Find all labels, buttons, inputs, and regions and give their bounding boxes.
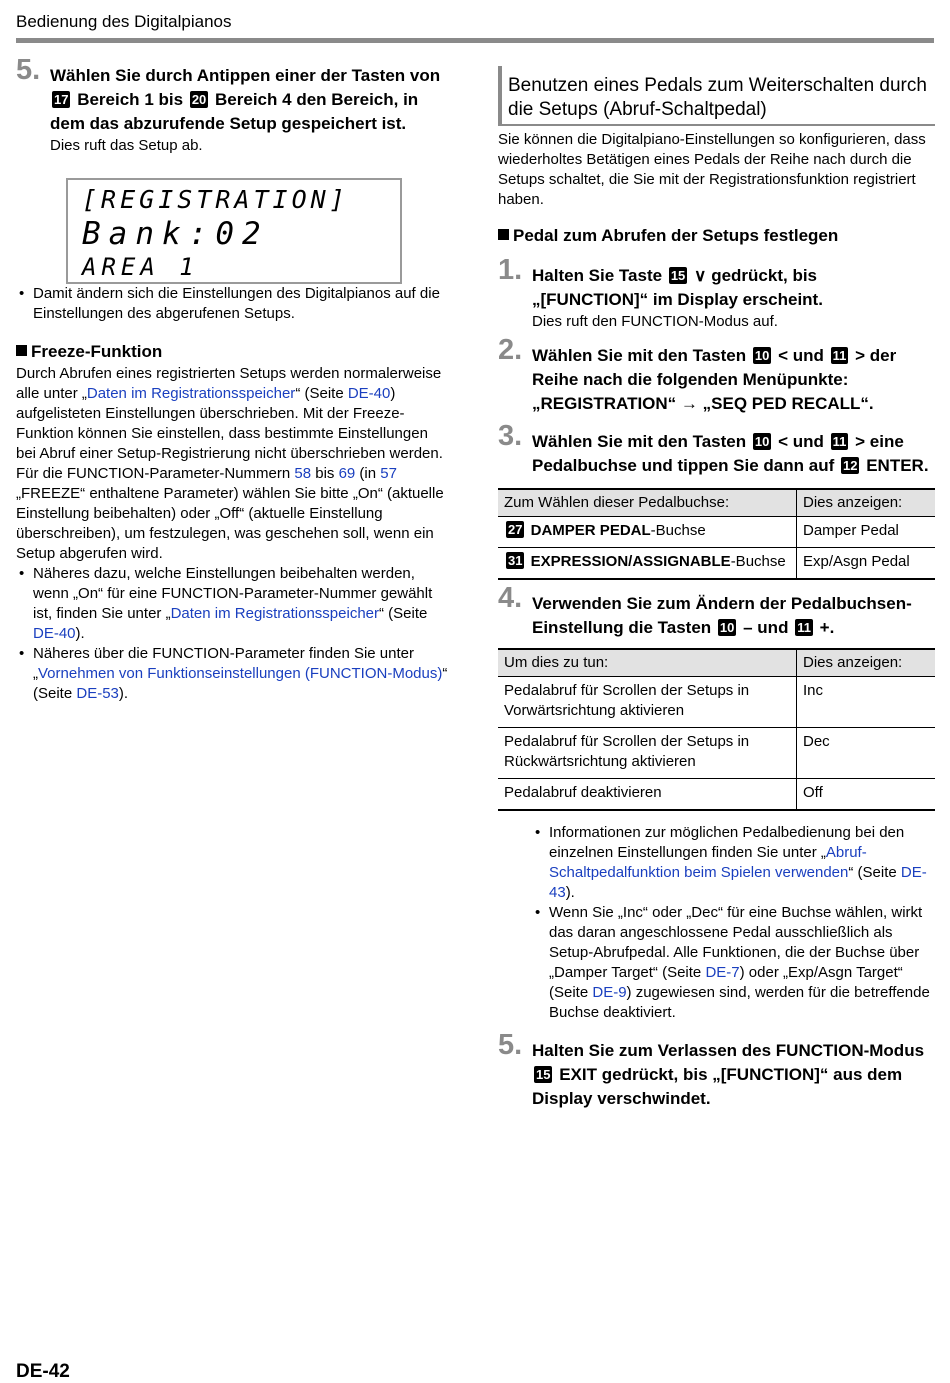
link-page-de7[interactable]: DE-7 [705, 964, 740, 981]
table-header: Zum Wählen dieser Pedalbuchse: [498, 489, 797, 517]
note-item: • Näheres über die FUNCTION-Parameter finden Sie unter „Vornehmen von Funktionseinstellungen (FUNCTION-Modus)“ (Seite DE-53). [16, 644, 448, 704]
note-item: • Damit ändern sich die Einstellungen des Digitalpianos auf die Einstellungen des abgerufenen Setups. [16, 284, 448, 324]
link-recall-pedal-function[interactable]: Abruf-Schaltpedalfunktion beim Spielen verwenden [549, 844, 867, 881]
table-row [498, 728, 935, 779]
step-3 [498, 420, 935, 478]
page-number: DE-42 [16, 1361, 70, 1382]
table-cell: Exp/Asgn Pedal [797, 548, 936, 580]
link-page-de40[interactable]: DE-40 [347, 385, 391, 402]
table-cell: Pedalabruf für Scrollen der Setups in Rückwärtsrichtung aktivieren [498, 728, 797, 779]
section-intro: Sie können die Digitalpiano-Einstellungen so konfigurieren, dass wiederholtes Betätigen eines Pedals der Reihe nach durch die Setups schaltet, die Sie mit der Registrationsfunktion registriert haben. [498, 131, 926, 208]
table-cell: Pedalabruf für Scrollen der Setups in Vorwärtsrichtung aktivieren [498, 677, 797, 728]
step-number: 1. [498, 254, 523, 286]
lcd-line-3: AREA 1 [82, 253, 199, 281]
enter-label: ENTER [866, 456, 924, 475]
link-param-69[interactable]: 69 [338, 465, 356, 482]
arrow-right-icon: → [680, 394, 698, 413]
table-cell: Dec [797, 728, 936, 779]
table-header: Dies anzeigen: [797, 489, 936, 517]
left-column [16, 54, 448, 704]
table-cell: 27 DAMPER PEDAL-Buchse [498, 517, 797, 548]
step-number: 2. [498, 334, 523, 366]
freeze-paragraph-2: Für die FUNCTION-Parameter-Nummern 58 bis 69 (in 57 „FREEZE“ enthaltene Parameter) wählen Sie bitte „On“ (aktuelle Einstellung beibehalten) oder „Off“ (aktuelle Einstellung überschreiben), um festzulegen, was geschehen soll, wenn ein Setup abgerufen wird. [16, 465, 444, 562]
key-11-icon: 11 [832, 348, 847, 363]
key-20-icon: 20 [191, 92, 207, 107]
step-title: Wählen Sie durch Antippen einer der Tasten von 17 Bereich 1 bis 20 Bereich 4 den Bereich, in dem das abzurufende Setup gespeichert ist. [50, 66, 441, 133]
minus-icon: – [743, 618, 753, 637]
freeze-paragraph-1: Durch Abrufen eines registrierten Setups werden normalerweise alle unter „Daten im Registrationsspeicher“ (Seite DE-40) aufgelisteten Einstellungen überschrieben. Mit der Freeze-Funktion können Sie einstellen, dass bestimmte Einstellungen bei Abruf einer Setup-Registrierung nicht überschrieben werden. [16, 365, 443, 462]
note-item: • Informationen zur möglichen Pedalbedienung bei den einzelnen Einstellungen finden Sie unter „Abruf-Schaltpedalfunktion beim Spielen verwenden“ (Seite DE-43). [532, 823, 935, 903]
key-11-icon: 11 [797, 620, 811, 635]
step-title: Halten Sie Taste 15 ∨ gedrückt, bis „[FUNCTION]“ im Display erscheint. [532, 266, 823, 309]
link-registration-data[interactable]: Daten im Registrationsspeicher [170, 605, 380, 622]
key-17-icon: 17 [54, 92, 69, 107]
down-arrow-icon: ∨ [694, 266, 707, 285]
link-param-58[interactable]: 58 [294, 465, 312, 482]
key-15-icon: 15 [536, 1067, 551, 1082]
note-item: • Wenn Sie „Inc“ oder „Dec“ für eine Buchse wählen, wirkt das daran angeschlossene Pedal ausschließlich als Setup-Abrufpedal. Alle Funktionen, die der Buchse über „Damper Target“ (Seite DE-7) oder „Exp/Asgn Target“ (Seite DE-9) zugewiesen sind, werden für die betreffende Buchse deaktiviert. [532, 903, 935, 1023]
table-row [498, 517, 935, 548]
lcd-line-2: Bank:02 [82, 216, 269, 252]
header-rule [16, 38, 934, 43]
chevron-left-icon: < [778, 432, 788, 451]
step-2 [498, 334, 935, 416]
step-title: Verwenden Sie zum Ändern der Pedalbuchsen-Einstellung die Tasten 10 – und 11 +. [532, 594, 912, 637]
freeze-notes [16, 564, 448, 704]
table-cell: Inc [797, 677, 936, 728]
link-function-mode[interactable]: Vornehmen von Funktionseinstellungen (FUNCTION-Modus) [38, 665, 443, 682]
key-10-icon: 10 [754, 434, 770, 449]
lcd-line-1: [REGISTRATION] [82, 185, 349, 214]
step-5-exit [498, 1029, 935, 1111]
step-number: 3. [498, 420, 523, 452]
chevron-left-icon: < [778, 346, 788, 365]
pedal-mode-table [498, 648, 935, 811]
link-page-de53[interactable]: DE-53 [76, 685, 119, 702]
link-param-57[interactable]: 57 [380, 465, 397, 482]
key-15-icon: 15 [670, 268, 686, 283]
table-header: Dies anzeigen: [797, 649, 936, 677]
key-12-icon: 12 [843, 458, 858, 473]
step-title: Wählen Sie mit den Tasten 10 < und 11 > der Reihe nach die folgenden Menüpunkte: „REGISTRATION“ → „SEQ PED RECALL“. [532, 346, 897, 413]
table-row [498, 779, 935, 811]
square-bullet-icon [498, 229, 509, 240]
step-description: Dies ruft den FUNCTION-Modus auf. [532, 313, 778, 330]
square-bullet-icon [16, 345, 27, 356]
key-11-icon: 11 [832, 434, 847, 449]
lcd-display [66, 178, 402, 284]
table-cell: Pedalabruf deaktivieren [498, 779, 797, 811]
table-header: Um dies zu tun: [498, 649, 797, 677]
pedal-jack-table [498, 488, 935, 580]
plus-icon: + [819, 618, 830, 637]
subheading: Pedal zum Abrufen der Setups festlegen [498, 224, 935, 248]
page-header: Bedienung des Digitalpianos [16, 12, 232, 31]
section-title: Benutzen eines Pedals zum Weiterschalten durch die Setups (Abruf-Schaltpedal) [498, 66, 935, 126]
key-27-icon: 27 [508, 522, 523, 537]
key-10-icon: 10 [754, 348, 770, 363]
step-5-select-area [16, 54, 448, 156]
step-title: Wählen Sie mit den Tasten 10 < und 11 > eine Pedalbuchse und tippen Sie dann auf 12 ENTER. [532, 432, 929, 475]
chevron-right-icon: > [855, 346, 866, 365]
link-page-de40[interactable]: DE-40 [33, 625, 76, 642]
step-4 [498, 582, 935, 640]
key-31-icon: 31 [508, 553, 523, 568]
link-page-de43[interactable]: DE-43 [549, 864, 927, 901]
exit-label: EXIT [559, 1065, 597, 1084]
step-number: 5. [498, 1029, 523, 1061]
pedal-notes [532, 823, 935, 1023]
chevron-right-icon: > [855, 432, 866, 451]
freeze-heading: Freeze-Funktion [16, 340, 448, 364]
note-list [16, 284, 448, 324]
table-cell: Off [797, 779, 936, 811]
freeze-section [16, 340, 448, 704]
step-description: Dies ruft das Setup ab. [50, 137, 203, 154]
key-10-icon: 10 [719, 620, 735, 635]
note-item: • Näheres dazu, welche Einstellungen beibehalten werden, wenn „On“ für eine FUNCTION-Parameter-Nummer gewählt ist, finden Sie unter „Daten im Registrationsspeicher“ (Seite DE-40). [16, 564, 448, 644]
step-1 [498, 254, 935, 332]
step-number: 4. [498, 582, 523, 614]
table-cell: 31 EXPRESSION/ASSIGNABLE-Buchse [498, 548, 797, 580]
table-cell: Damper Pedal [797, 517, 936, 548]
link-page-de9[interactable]: DE-9 [592, 984, 627, 1001]
table-row [498, 548, 935, 580]
link-registration-data[interactable]: Daten im Registrationsspeicher [86, 385, 296, 402]
step-title: Halten Sie zum Verlassen des FUNCTION-Modus 15 EXIT gedrückt, bis „[FUNCTION]“ aus dem Display verschwindet. [532, 1041, 925, 1108]
step-number: 5. [16, 54, 41, 86]
table-row [498, 677, 935, 728]
right-column [498, 66, 935, 1119]
